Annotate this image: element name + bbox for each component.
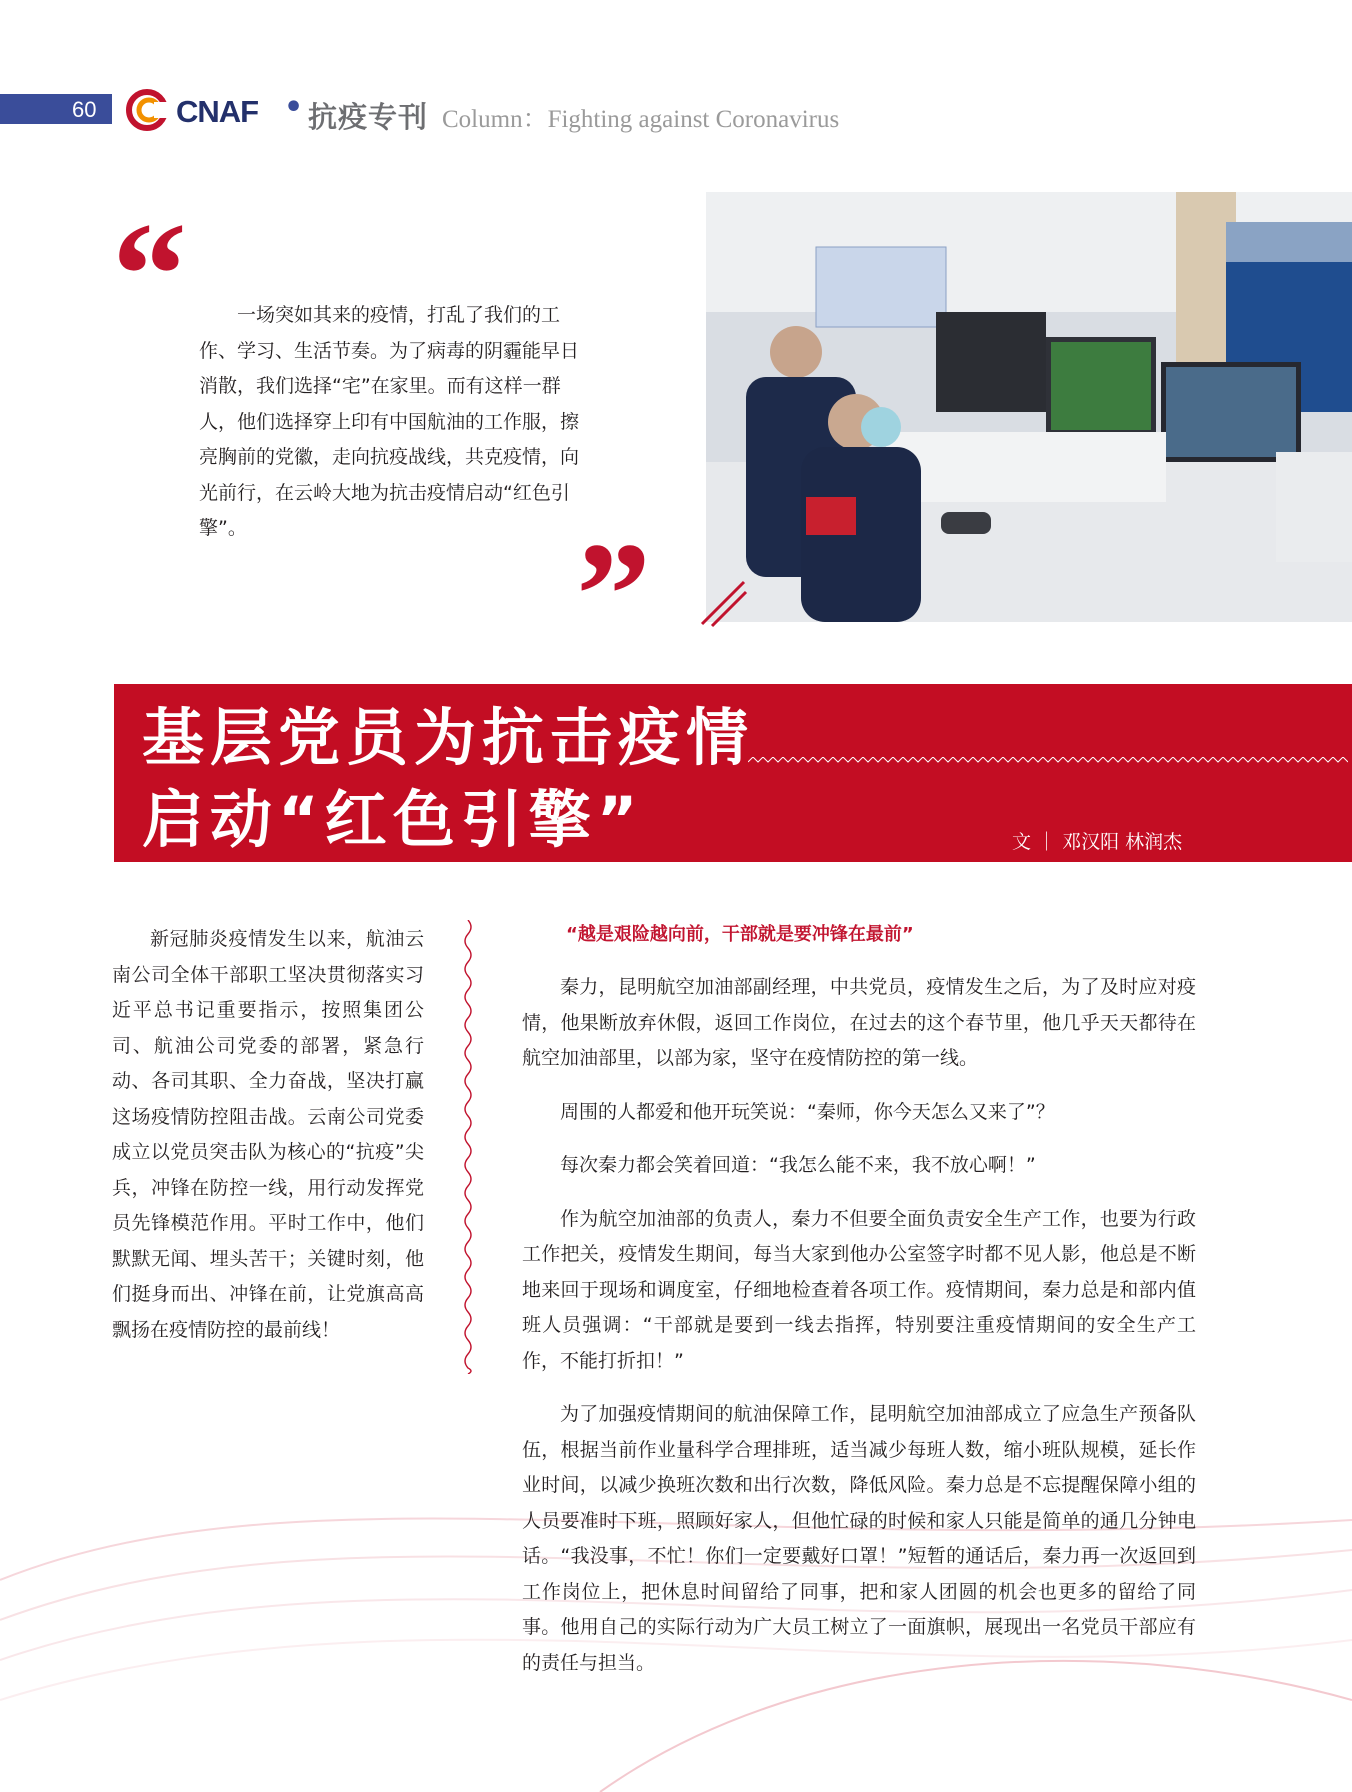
control-room-photo (706, 192, 1352, 622)
quote-open-icon: “ (112, 192, 187, 358)
paragraph: 周围的人都爱和他开玩笑说：“秦师，你今天怎么又来了”？ (560, 1100, 1055, 1123)
section-subhead: “越是艰险越向前，干部就是要冲锋在最前” (566, 924, 914, 945)
paragraph: 为了加强疫情期间的航油保障工作，昆明航空加油部成立了应急生产预备队伍，根据当前作业量科学合理排班，适当减少每班人数，缩小班队规模，延长作业时间，以减少换班次数和出行次数，降低风险。秦力总是不忘提醒保障小组的人员要准时下班，照顾好家人，但他忙碌的时候和家人只能是简单的通几分钟电话。“我没事，不忙！你们一定要戴好口罩！”短暂的通话后，秦力再一次返回到工作岗位上，把休息时间留给了同事，把和家人团圆的机会也更多的留给了同事。他用自己的实际行动为广大员工树立了一面旗帜，展现出一名党员干部应有的责任与担当。 (522, 1403, 1196, 1674)
header-separator: • (284, 90, 304, 125)
article-title-line2: 启动“红色引擎” (142, 783, 644, 856)
article-title-line1: 基层党员为抗击疫情 (142, 701, 755, 774)
column-title-cn: 抗疫专刊 (308, 100, 429, 134)
paragraph: 作为航空加油部的负责人，秦力不但要全面负责安全生产工作，也要为行政工作把关，疫情发生期间，每当大家到他办公室签字时都不见人影，他总是不断地来回于现场和调度室，仔细地检查着各项工作。疫情期间，秦力总是和部内值班人员强调：“干部就是要到一线去指挥，特别要注重疫情期间的安全生产工作，不能打折扣！” (522, 1207, 1196, 1372)
byline: 文 ｜ 邓汉阳 林润杰 (1012, 831, 1183, 853)
left-column (112, 922, 424, 1348)
brand-name: CNAF (176, 94, 259, 129)
right-column (522, 970, 1196, 1699)
cnaf-logo-icon (124, 88, 170, 132)
paragraph: 秦力，昆明航空加油部副经理，中共党员，疫情发生之后，为了及时应对疫情，他果断放弃休假，返回工作岗位，在过去的这个春节里，他几乎天天都待在航空加油部里，以部为家，坚守在疫情防控的第一线。 (522, 976, 1196, 1069)
intro-quote (199, 298, 589, 547)
column-title-en: Column：Fighting against Coronavirus (442, 106, 840, 133)
quote-close-icon: ” (576, 512, 651, 678)
intro-text: 一场突如其来的疫情，打乱了我们的工作、学习、生活节奏。为了病毒的阴霾能早日消散，我们选择“宅”在家里。而有这样一群人，他们选择穿上印有中国航油的工作服，擦亮胸前的党徽，走向抗疫战线，共克疫情，向光前行，在云岭大地为抗击疫情启动“红色引擎”。 (199, 304, 580, 539)
page-number: 60 (72, 97, 97, 122)
title-chevron-rule (748, 757, 1348, 767)
slash-decoration (698, 578, 748, 628)
paragraph: 每次秦力都会笑着回道：“我怎么能不来，我不放心啊！” (560, 1154, 1036, 1176)
column-divider (462, 920, 474, 1374)
left-column-text: 新冠肺炎疫情发生以来，航油云南公司全体干部职工坚决贯彻落实习近平总书记重要指示，按照集团公司、航油公司党委的部署，紧急行动、各司其职、全力奋战，坚决打赢这场疫情防控阻击战。云南公司党委成立以党员突击队为核心的“抗疫”尖兵，冲锋在防控一线，用行动发挥党员先锋模范作用。平时工作中，他们默默无闻、埋头苦干；关键时刻，他们挺身而出、冲锋在前，让党旗高高飘扬在疫情防控的最前线！ (112, 928, 424, 1341)
